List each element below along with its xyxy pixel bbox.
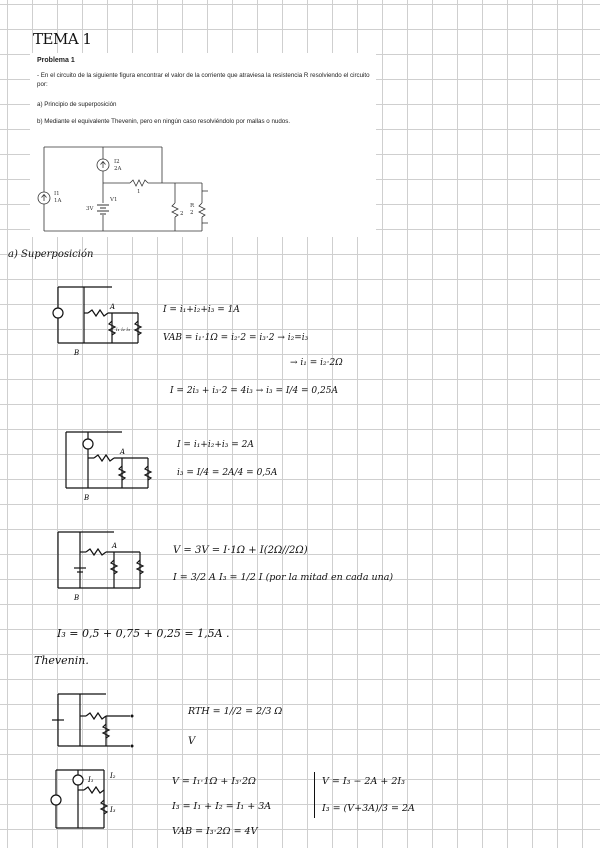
case2-eq2: i₃ = I/4 = 2A/4 = 0,5A (177, 468, 278, 478)
thevenin-rth: RTH = 1//2 = 2/3 Ω (188, 706, 283, 717)
case2-node-b: B (84, 494, 90, 502)
system-brace (314, 772, 318, 818)
thevenin-sys2: I₃ = (V+3A)/3 = 2A (322, 803, 415, 814)
section-a-heading: a) Superposición (8, 249, 94, 260)
label-i1-value: 1A (54, 198, 62, 204)
case2-eq1: I = i₁+i₂+i₃ = 2A (177, 440, 254, 450)
thevenin-eq3: VAB = I₃·2Ω = 4V (172, 826, 258, 837)
case1-node-b: B (74, 349, 80, 357)
thevenin-circuit-1 (50, 690, 150, 760)
thevenin-label-i3: I₃ (110, 806, 116, 814)
label-r2: 2 (180, 211, 184, 217)
problem-card (30, 53, 376, 237)
label-i2-value: 2A (114, 166, 122, 172)
case3-circuit (50, 528, 160, 608)
page-title: TEMA 1 (33, 30, 92, 48)
case1-eq3: → i₁ = i₂·2Ω (290, 358, 343, 368)
thevenin-label-i1: I₁ (88, 776, 94, 784)
thevenin-eq2: I₃ = I₁ + I₂ = I₁ + 3A (172, 801, 272, 812)
label-r1: 1 (137, 189, 141, 195)
label-v1: V1 (110, 197, 118, 203)
thevenin-v: V (188, 736, 196, 747)
case1-eq4: I = 2i₃ + i₃·2 = 4i₃ → i₃ = I/4 = 0,25A (170, 386, 338, 396)
problem-statement: - En el circuito de la siguiente figura encontrar el valor de la corriente que atraviesa la resistencia R resolviendo el circuito por: (37, 72, 370, 88)
case1-eq1: I = i₁+i₂+i₃ = 1A (163, 305, 240, 315)
case3-node-b: B (74, 594, 80, 602)
label-v1-value: 3V (86, 206, 94, 212)
superposition-result: I₃ = 0,5 + 0,75 + 0,25 = 1,5A . (57, 627, 230, 640)
case1-node-a: A (110, 303, 116, 311)
case3-eq1: V = 3V = I·1Ω + I(2Ω//2Ω) (173, 545, 308, 556)
thevenin-eq1: V = I₁·1Ω + I₃·2Ω (172, 776, 256, 787)
case2-node-a: A (120, 448, 126, 456)
thevenin-sys1: V = I₃ − 2A + 2I₃ (322, 776, 405, 787)
label-r-value: 2 (190, 210, 194, 216)
thevenin-label-i2: I₂ (110, 772, 116, 780)
thevenin-circuit-2 (46, 766, 146, 836)
problem-heading: Problema 1 (37, 57, 75, 64)
label-i1: I1 (54, 191, 60, 197)
label-r: R (190, 203, 195, 209)
case2-circuit (58, 428, 168, 508)
problem-item-a: a) Principio de superposición (37, 101, 117, 108)
case1-circuit (48, 283, 158, 363)
case1-eq2: VAB = i₁·1Ω = i₂·2 = i₃·2 → i₂=i₃ (163, 333, 309, 343)
case3-node-a: A (112, 542, 118, 550)
case1-currents: i₁ i₂ i₃ (116, 327, 130, 333)
label-i2: I2 (114, 159, 120, 165)
thevenin-heading: Thevenin. (34, 654, 89, 667)
problem-item-b: b) Mediante el equivalente Thevenin, pero en ningún caso resolviéndolo por mallas o nudos. (37, 118, 291, 125)
problem-circuit (30, 53, 376, 237)
case3-eq2: I = 3/2 A I₃ = 1/2 I (por la mitad en cada una) (173, 572, 394, 583)
